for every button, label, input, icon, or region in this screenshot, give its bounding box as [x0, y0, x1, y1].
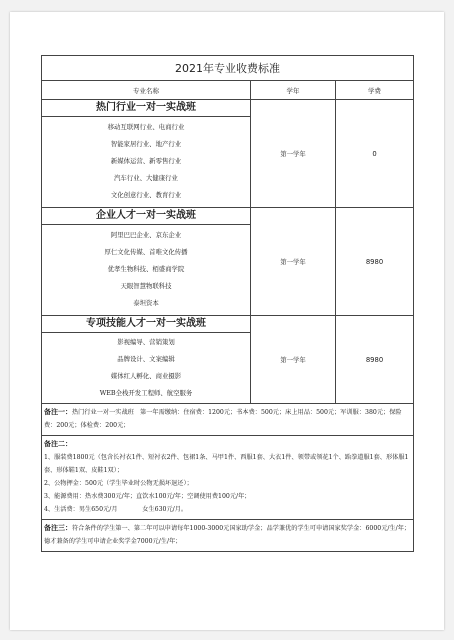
note-label: 备注三： — [44, 524, 72, 532]
table-title: 2021年专业收费标准 — [42, 56, 414, 81]
list-item: 影视编导、营销策划 — [117, 338, 175, 346]
section-row-enterprise — [42, 208, 414, 316]
section-heading: 热门行业一对一实战班 — [42, 100, 250, 117]
list-item: 智能家居行业、地产行业 — [110, 140, 182, 148]
list-item: 天眼智慧物联科技 — [120, 282, 172, 290]
list-item: 媒体红人孵化、商业摄影 — [110, 372, 182, 380]
note2-row — [42, 436, 414, 520]
section-heading: 专项技能人才一对一实战班 — [42, 316, 250, 333]
note-line: 1、服装费1800元（包含长衬衣1件、短衬衣2件、包裙1条、马甲1件、西服1套、大衣1件、领带或领花1个、跆拳道服1套、形体服1套、形体鞋1双、皮鞋1双）； — [44, 454, 409, 474]
list-item: 品牌设计、文案编辑 — [117, 355, 175, 363]
note-text: 符合条件的学生第一、第二年可以申请每年1000-3000元国家助学金；品学兼优的学生可申请国家奖学金：6000元/生/年；德才兼备的学生可申请企业奖学金7000元/生/年； — [44, 525, 411, 545]
section-year: 第一学年 — [251, 208, 336, 316]
note-line: 4、生活费：男生650元/月 女生630元/月。 — [44, 506, 188, 513]
section-heading: 企业人才一对一实战班 — [42, 208, 250, 225]
list-item: 文化创意行业、教育行业 — [110, 191, 182, 199]
section-fee: 8980 — [336, 316, 414, 404]
note1-row — [42, 404, 414, 436]
note-text: 热门行业一对一实战班 第一年需缴纳：住宿费：1200元；书本费：500元；床上用品：500元；军训服：380元；保险费：200元；体检费：200元； — [44, 409, 402, 429]
header-fee: 学费 — [336, 81, 414, 100]
header-row — [42, 81, 414, 100]
fee-table — [41, 55, 414, 552]
section-row-hot-industry — [42, 100, 414, 208]
section-fee: 0 — [336, 100, 414, 208]
list-item: 泰坦资本 — [133, 299, 159, 307]
list-item: 新媒体运营、新零售行业 — [110, 157, 182, 165]
header-major: 专业名称 — [42, 81, 251, 100]
section-fee: 8980 — [336, 208, 414, 316]
section-year: 第一学年 — [251, 100, 336, 208]
list-item: 汽车行业、大健康行业 — [114, 174, 178, 182]
header-year: 学年 — [251, 81, 336, 100]
section-hot-industry — [42, 100, 251, 208]
note-label: 备注二： — [44, 440, 72, 448]
list-item: WEB全栈开发工程师、航空服务 — [99, 389, 193, 397]
note-one — [42, 404, 414, 436]
list-item: 阿里巴巴企业、京东企业 — [110, 231, 182, 239]
note-line: 2、公物押金：500元（学生毕业时公物无损坏退还）； — [44, 480, 193, 487]
note-three — [42, 520, 414, 552]
section-enterprise — [42, 208, 251, 316]
note3-row — [42, 520, 414, 552]
list-item: 优孝生物科技、栢盛商学院 — [107, 265, 185, 273]
note-line: 3、能源费用：热水费300元/年；直饮水100元/年；空调使用费100元/年； — [44, 493, 251, 500]
section-row-skills — [42, 316, 414, 404]
list-item: 厚仁文化传媒、首唯文化传播 — [104, 248, 188, 256]
list-item: 移动互联网行业、电商行业 — [107, 123, 185, 131]
note-label: 备注一： — [44, 408, 72, 416]
note-two — [42, 436, 414, 520]
document-page — [10, 12, 444, 630]
section-skills — [42, 316, 251, 404]
section-year: 第一学年 — [251, 316, 336, 404]
